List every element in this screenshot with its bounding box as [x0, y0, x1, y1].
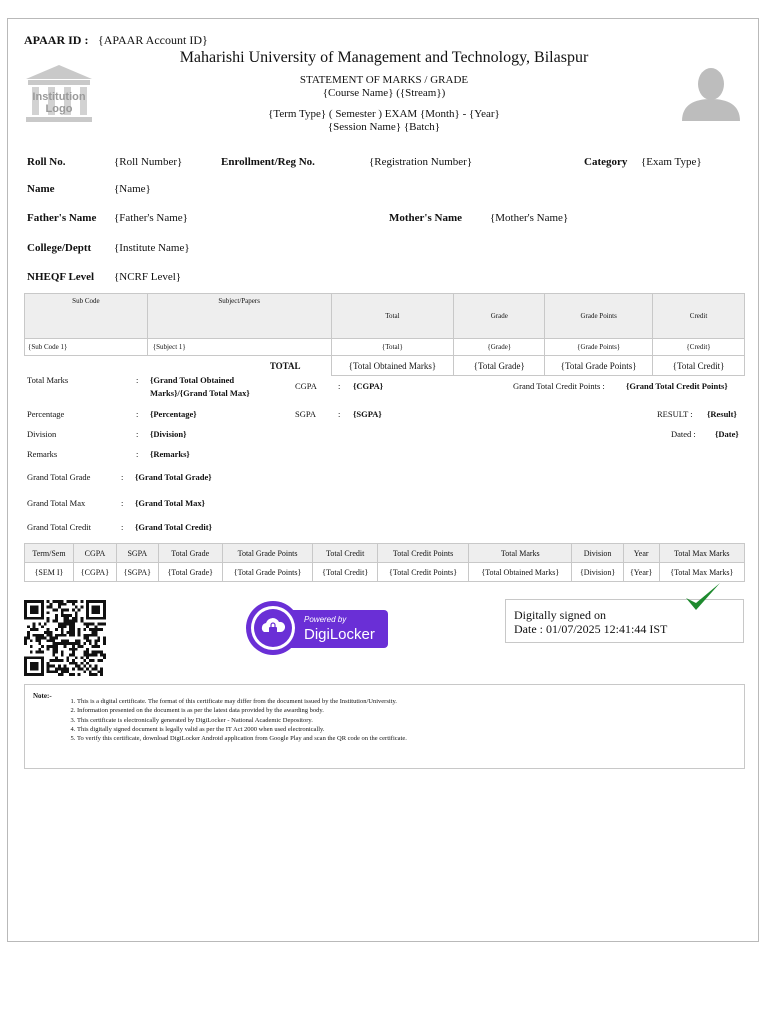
name-value: {Name}	[114, 183, 151, 195]
total-obtained: {Total Obtained Marks}	[331, 356, 454, 376]
powered-by-text: Powered by	[304, 615, 347, 624]
student-photo-icon	[680, 65, 742, 121]
col-total-credit-points: Total Credit Points	[377, 544, 468, 563]
course-name: {Course Name} ({Stream})	[322, 87, 446, 99]
colon: :	[136, 409, 139, 419]
cell-grade: {Grade}	[454, 339, 545, 356]
remarks-label: Remarks	[27, 449, 58, 459]
notes-list	[41, 697, 407, 743]
roll-label: Roll No.	[27, 156, 66, 168]
digilocker-brand-text: DigiLocker	[304, 626, 375, 643]
college-value: {Institute Name}	[114, 242, 190, 254]
notes-box	[24, 684, 745, 769]
notes-title: Note:-	[33, 692, 52, 700]
institution-logo-icon	[24, 63, 94, 125]
remarks-value: {Remarks}	[150, 449, 190, 459]
cell-total: {Total}	[331, 339, 454, 356]
sgpa-label: SGPA	[295, 409, 316, 419]
session-batch: {Session Name} {Batch}	[327, 121, 441, 133]
list-item: 5. To verify this certificate, download DigiLocker Android application from Google Play and scan the QR code on the certificate.	[77, 734, 407, 743]
name-label: Name	[27, 183, 55, 195]
gt-grade-value: {Grand Total Grade}	[135, 472, 212, 482]
cell-term-sem: {SEM I}	[25, 563, 74, 582]
nheqf-value: {NCRF Level}	[114, 271, 182, 283]
total-grade: {Total Grade}	[454, 356, 545, 376]
cell-total-credit: {Total Credit}	[313, 563, 378, 582]
digilocker-badge-icon	[246, 600, 390, 656]
col-division: Division	[572, 544, 623, 563]
total-label: TOTAL	[269, 360, 301, 371]
logo-text-1: Institution	[32, 91, 86, 103]
cell-cgpa: {CGPA}	[73, 563, 116, 582]
total-credit: {Total Credit}	[653, 356, 745, 376]
apaar-id-value: {APAAR Account ID}	[98, 33, 208, 47]
result-value: {Result}	[707, 409, 737, 419]
enroll-label: Enrollment/Reg No.	[221, 156, 315, 168]
col-total-grade: Total Grade	[158, 544, 222, 563]
category-label: Category	[584, 156, 628, 168]
checkmark-icon	[684, 581, 722, 613]
col-grade: Grade	[454, 294, 545, 339]
father-value: {Father's Name}	[114, 212, 188, 224]
cell-credit: {Credit}	[653, 339, 745, 356]
total-grade-points: {Total Grade Points}	[545, 356, 653, 376]
enroll-value: {Registration Number}	[369, 156, 473, 168]
mother-value: {Mother's Name}	[490, 212, 569, 224]
cgpa-label: CGPA	[295, 381, 317, 391]
gt-max-value: {Grand Total Max}	[135, 498, 205, 508]
cell-subject: {Subject 1}	[147, 339, 331, 356]
gt-grade-label: Grand Total Grade	[27, 472, 91, 482]
col-total-marks: Total Marks	[469, 544, 572, 563]
percentage-label: Percentage	[27, 409, 65, 419]
col-term-sem: Term/Sem	[25, 544, 74, 563]
gtcp-label: Grand Total Credit Points :	[513, 381, 605, 391]
col-total-grade-points: Total Grade Points	[222, 544, 313, 563]
signed-date-text: Date : 01/07/2025 12:41:44 IST	[514, 622, 668, 636]
cell-total-credit-points: {Total Credit Points}	[377, 563, 468, 582]
father-label: Father's Name	[27, 212, 97, 224]
colon: :	[136, 429, 139, 439]
category-value: {Exam Type}	[641, 156, 702, 168]
cell-year: {Year}	[623, 563, 659, 582]
gtcp-value: {Grand Total Credit Points}	[626, 381, 728, 391]
division-label: Division	[27, 429, 57, 439]
college-label: College/Deptt	[27, 242, 92, 254]
total-row	[25, 356, 745, 376]
cell-total-max-marks: {Total Max Marks}	[659, 563, 744, 582]
summary-header-row	[25, 544, 745, 563]
col-grade-points: Grade Points	[545, 294, 653, 339]
cell-total-grade: {Total Grade}	[158, 563, 222, 582]
cgpa-value: {CGPA}	[353, 381, 384, 391]
list-item: 4. This digitally signed document is legally valid as per the IT Act 2000 when used electronically.	[77, 725, 407, 734]
sgpa-value: {SGPA}	[353, 409, 382, 419]
cell-sub-code: {Sub Code 1}	[25, 339, 148, 356]
col-sub-code: Sub Code	[25, 294, 148, 339]
marksheet-page	[7, 18, 759, 942]
total-marks-value-2: Marks}/{Grand Total Max}	[150, 388, 250, 398]
table-row	[25, 339, 745, 356]
colon: :	[121, 522, 124, 532]
cell-sgpa: {SGPA}	[116, 563, 158, 582]
colon: :	[121, 498, 124, 508]
marks-header-row	[25, 294, 745, 339]
cell-total-marks: {Total Obtained Marks}	[469, 563, 572, 582]
cell-grade-points: {Grade Points}	[545, 339, 653, 356]
result-label: RESULT :	[657, 409, 693, 419]
dated-value: {Date}	[715, 429, 739, 439]
list-item: 3. This certificate is electronically generated by DigiLocker - National Academic Depository.	[77, 716, 407, 725]
gt-credit-label: Grand Total Credit	[27, 522, 91, 532]
col-subject: Subject/Papers	[147, 294, 331, 339]
dated-label: Dated :	[671, 429, 696, 439]
gt-max-label: Grand Total Max	[27, 498, 86, 508]
roll-value: {Roll Number}	[114, 156, 183, 168]
col-total: Total	[331, 294, 454, 339]
apaar-id-label: APAAR ID :	[24, 33, 89, 47]
signed-on-text: Digitally signed on	[514, 608, 606, 622]
qr-code-icon[interactable]	[24, 600, 106, 676]
cell-total-grade-points: {Total Grade Points}	[222, 563, 313, 582]
mother-label: Mother's Name	[389, 212, 463, 224]
gt-credit-value: {Grand Total Credit}	[135, 522, 212, 532]
col-total-credit: Total Credit	[313, 544, 378, 563]
marks-table	[24, 293, 745, 376]
list-item: 1. This is a digital certificate. The format of this certificate may differ from the document issued by the Institution/University.	[77, 697, 407, 706]
logo-text-2: Logo	[45, 103, 73, 115]
colon: :	[136, 449, 139, 459]
term-exam: {Term Type} ( Semester ) EXAM {Month} - {Year}	[268, 108, 500, 120]
col-year: Year	[623, 544, 659, 563]
total-marks-value-1: {Grand Total Obtained	[150, 375, 235, 385]
colon: :	[121, 472, 124, 482]
total-spacer	[25, 356, 148, 376]
colon: :	[338, 409, 341, 419]
colon: :	[338, 381, 341, 391]
university-name: Maharishi University of Management and Technology, Bilaspur	[179, 49, 589, 66]
division-value: {Division}	[150, 429, 187, 439]
nheqf-label: NHEQF Level	[27, 271, 95, 283]
colon: :	[136, 375, 139, 385]
statement-title: STATEMENT OF MARKS / GRADE	[299, 74, 469, 86]
col-credit: Credit	[653, 294, 745, 339]
total-marks-label: Total Marks	[27, 375, 69, 385]
col-sgpa: SGPA	[116, 544, 158, 563]
cell-division: {Division}	[572, 563, 623, 582]
col-total-max-marks: Total Max Marks	[659, 544, 744, 563]
percentage-value: {Percentage}	[150, 409, 197, 419]
col-cgpa: CGPA	[73, 544, 116, 563]
semester-summary-table	[24, 543, 745, 582]
list-item: 2. Information presented on the document is as per the latest data provided by the awarding body.	[77, 706, 407, 715]
table-row	[25, 563, 745, 582]
